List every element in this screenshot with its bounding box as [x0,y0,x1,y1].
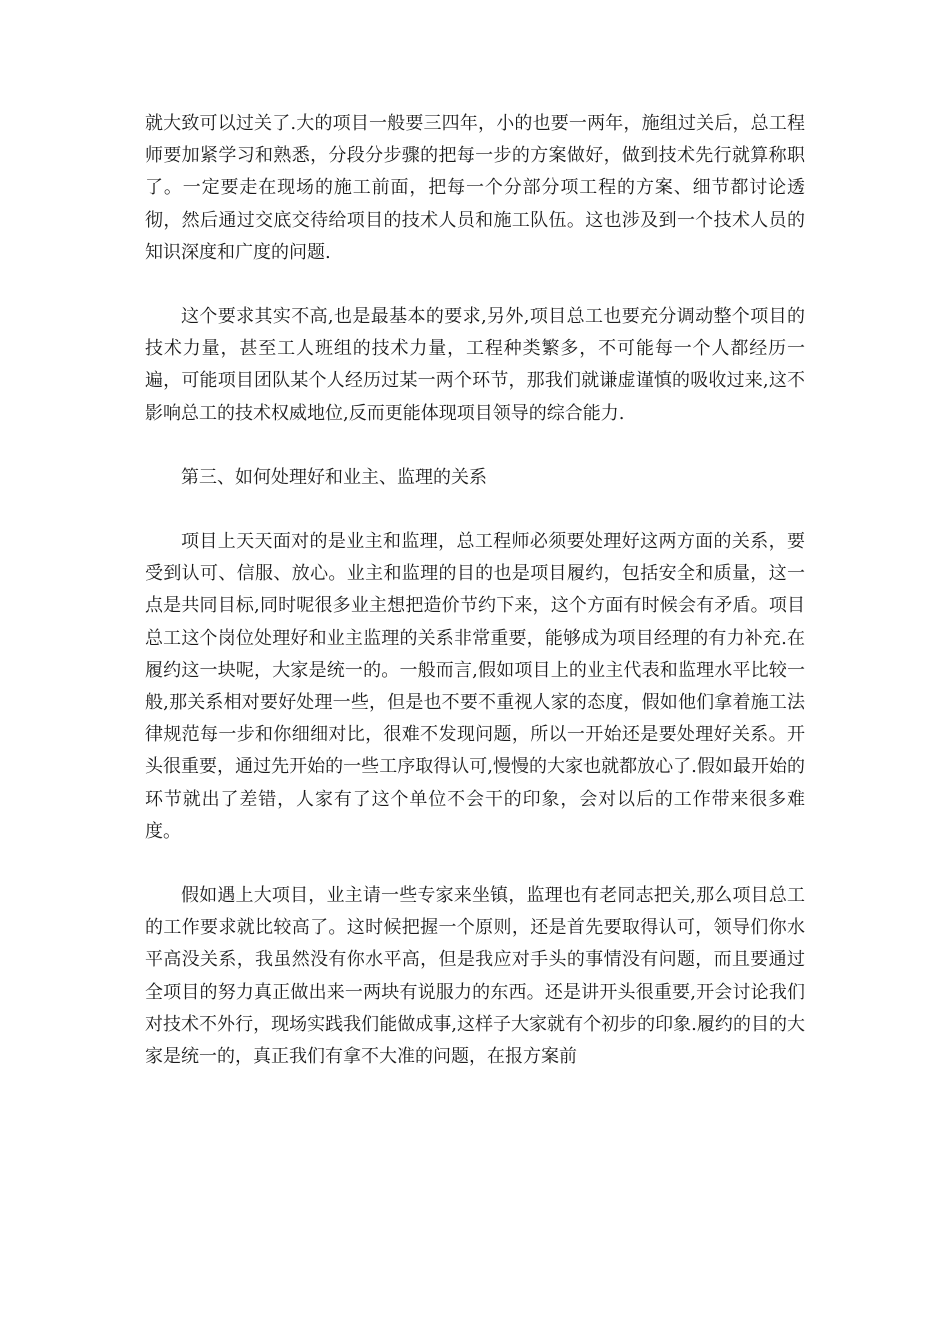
paragraph-2: 这个要求其实不高,也是最基本的要求,另外,项目总工也要充分调动整个项目的技术力量，甚至工人班组的技术力量，工程种类繁多，不可能每一个人都经历一遍，可能项目团队某个人经历过某一两个环节，那我们就谦虚谨慎的吸收过来,这不影响总工的技术权威地位,反而更能体现项目领导的综合能力. [145,306,805,424]
paragraph-4: 假如遇上大项目，业主请一些专家来坐镇，监理也有老同志把关,那么项目总工的工作要求就比较高了。这时候把握一个原则，还是首先要取得认可，领导们你水平高没关系，我虽然没有你水平高，但是我应对手头的事情没有问题，而且要通过全项目的努力真正做出来一两块有说服力的东西。还是讲开头很重要,开会讨论我们对技术不外行，现场实践我们能做成事,这样子大家就有个初步的印象.履约的目的大家是统一的，真正我们有拿不大准的问题，在报方案前 [145,885,805,1068]
paragraph-1: 就大致可以过关了.大的项目一般要三四年，小的也要一两年，施组过关后，总工程师要加紧学习和熟悉，分段分步骤的把每一步的方案做好，做到技术先行就算称职了。一定要走在现场的施工前面，把每一个分部分项工程的方案、细节都讨论透彻，然后通过交底交待给项目的技术人员和施工队伍。这也涉及到一个技术人员的知识深度和广度的问题. [145,113,805,263]
section-heading: 第三、如何处理好和业主、监理的关系 [181,466,487,488]
paragraph-3: 项目上天天面对的是业主和监理，总工程师必须要处理好这两方面的关系，要受到认可、信服、放心。业主和监理的目的也是项目履约，包括安全和质量，这一点是共同目标,同时呢很多业主想把造价节约下来，这个方面有时候会有矛盾。项目总工这个岗位处理好和业主监理的关系非常重要，能够成为项目经理的有力补充.在履约这一块呢，大家是统一的。一般而言,假如项目上的业主代表和监理水平比较一般,那关系相对要好处理一些，但是也不要不重视人家的态度，假如他们拿着施工法律规范每一步和你细细对比，很难不发现问题，所以一开始还是要处理好关系。开头很重要，通过先开始的一些工序取得认可,慢慢的大家也就都放心了.假如最开始的环节就出了差错，人家有了这个单位不会干的印象，会对以后的工作带来很多难度。 [145,531,805,842]
document-body [145,108,805,1073]
